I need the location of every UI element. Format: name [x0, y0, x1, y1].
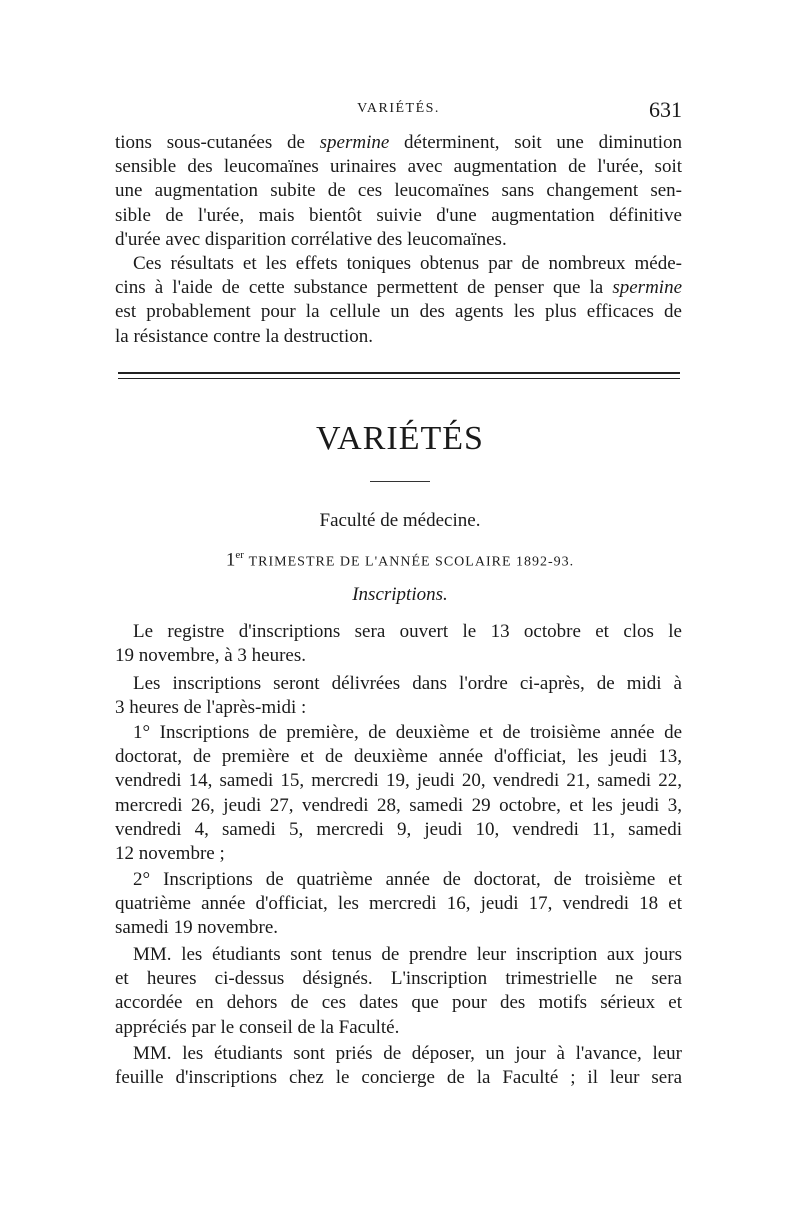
text-line: 19 novembre, à 3 heures.	[115, 645, 306, 667]
text-line: Les inscriptions seront délivrées dans l'ordre ci-après, de midi à	[133, 673, 682, 694]
text-line: 3 heures de l'après-midi :	[115, 697, 307, 719]
text-line: d'urée avec disparition corrélative des leucomaïnes.	[115, 228, 507, 250]
text-line: tions sous-cutanées de spermine déterminent, soit une diminution	[115, 132, 682, 153]
text-line: 12 novembre ;	[115, 843, 225, 865]
text-line: 2° Inscriptions de quatrième année de doctorat, de troisième et	[133, 869, 682, 890]
text-line: sible de l'urée, mais bientôt suivie d'une augmentation définitive	[115, 204, 682, 226]
section-title: VARIÉTÉS	[316, 420, 484, 457]
text-line: vendredi 4, samedi 5, mercredi 9, jeudi 10, vendredi 11, samedi	[115, 818, 682, 840]
text-line: feuille d'inscriptions chez le concierge de la Faculté ; il leur sera	[115, 1067, 682, 1089]
term-suffix: er	[235, 549, 244, 561]
text-line: mercredi 26, jeudi 27, vendredi 28, samedi 29 octobre, et les jeudi 3,	[115, 794, 682, 816]
inscriptions-heading	[0, 584, 800, 606]
text-line: doctorat, de première et de deuxième année d'officiat, les jeudi 13,	[115, 746, 682, 768]
text-line: vendredi 14, samedi 15, mercredi 19, jeudi 20, vendredi 21, samedi 22,	[115, 770, 682, 792]
second-item-paragraph	[115, 868, 682, 941]
text-line: MM. les étudiants sont priés de déposer, un jour à l'avance, leur	[133, 1043, 682, 1064]
schedule-paragraph	[115, 672, 682, 720]
term-text: TRIMESTRE DE L'ANNÉE SCOLAIRE 1892-93.	[248, 554, 575, 570]
text-line: accordée en dehors de ces dates que pour des motifs sérieux et	[115, 992, 682, 1014]
faculty-heading: Faculté de médecine.	[319, 510, 481, 531]
text-line: Ces résultats et les effets toniques obtenus par de nombreux méde-	[133, 253, 682, 274]
text-line: sensible des leucomaïnes urinaires avec augmentation de l'urée, soit	[115, 156, 682, 178]
title-underline	[370, 481, 430, 482]
text-line: la résistance contre la destruction.	[115, 325, 373, 347]
text-line: appréciés par le conseil de la Faculté.	[115, 1016, 400, 1038]
text-line: et heures ci-dessus désignés. L'inscription trimestrielle ne sera	[115, 968, 682, 990]
continuation-paragraph	[115, 131, 682, 252]
text-line: samedi 19 novembre.	[115, 917, 279, 939]
term-number: 1	[225, 549, 236, 571]
running-title: VARIÉTÉS.	[357, 101, 440, 116]
registry-paragraph	[115, 620, 682, 668]
text-line: est probablement pour la cellule un des agents les plus efficaces de	[115, 301, 682, 323]
conclusion-paragraph	[115, 252, 682, 349]
text-line: Le registre d'inscriptions sera ouvert le 13 octobre et clos le	[133, 621, 682, 642]
text-line: 1° Inscriptions de première, de deuxième et de troisième année de	[133, 722, 682, 743]
term-heading	[0, 549, 800, 571]
section-divider-top	[118, 372, 680, 374]
students-paragraph	[115, 943, 682, 1040]
first-item-paragraph	[115, 721, 682, 866]
section-divider-bottom	[118, 378, 680, 379]
text-line: MM. les étudiants sont tenus de prendre leur inscription aux jours	[133, 944, 682, 965]
text-line: cins à l'aide de cette substance permettent de penser que la spermine	[115, 277, 682, 299]
text-line: une augmentation subite de ces leucomaïnes sans changement sen-	[115, 180, 682, 202]
text-line: quatrième année d'officiat, les mercredi 16, jeudi 17, vendredi 18 et	[115, 893, 682, 915]
running-head	[115, 97, 682, 121]
page-number: 631	[649, 97, 682, 122]
inscriptions-label: Inscriptions.	[352, 584, 448, 605]
deposit-paragraph	[115, 1042, 682, 1090]
